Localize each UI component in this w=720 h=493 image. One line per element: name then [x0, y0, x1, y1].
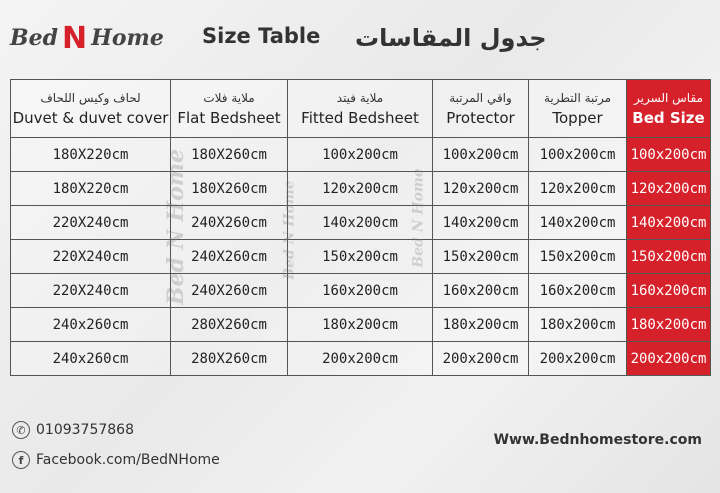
brand-logo-part1: Bed: [10, 25, 58, 51]
watermark-logo: Bed N Home: [281, 180, 298, 280]
header-bed-size-ar: مقاس السرير: [634, 90, 703, 105]
cell-duvet: 180X220cm: [11, 138, 171, 172]
cell-flat: 240X260cm: [171, 240, 288, 274]
cell-topper: 200x200cm: [529, 342, 627, 376]
cell-duvet: 220X240cm: [11, 274, 171, 308]
header-duvet: [11, 80, 171, 138]
cell-topper: 160x200cm: [529, 274, 627, 308]
cell-fitted: 180x200cm: [288, 308, 433, 342]
cell-flat: 180X260cm: [171, 138, 288, 172]
header-bed-size-en: Bed Size: [632, 108, 705, 127]
header: [0, 0, 720, 70]
cell-duvet: 240x260cm: [11, 308, 171, 342]
header-flat-ar: ملاية فلات: [203, 90, 255, 105]
cell-protector: 150x200cm: [433, 240, 529, 274]
cell-protector: 160x200cm: [433, 274, 529, 308]
cell-bed-size: 100x200cm: [627, 138, 711, 172]
cell-bed-size: 200x200cm: [627, 342, 711, 376]
cell-fitted: 140x200cm: [288, 206, 433, 240]
cell-bed-size: 160x200cm: [627, 274, 711, 308]
header-topper-en: Topper: [552, 108, 603, 127]
facebook-link[interactable]: Facebook.com/BedNHome: [36, 452, 220, 468]
header-topper-ar: مرتبة التطرية: [543, 90, 612, 105]
cell-duvet: 220X240cm: [11, 206, 171, 240]
cell-topper: 150x200cm: [529, 240, 627, 274]
header-fitted: [288, 80, 433, 138]
cell-flat: 280X260cm: [171, 342, 288, 376]
table-row: [11, 308, 711, 342]
header-protector-ar: واقي المرتبة: [449, 90, 512, 105]
size-table: [10, 79, 711, 376]
table-row: [11, 138, 711, 172]
table-row: [11, 274, 711, 308]
cell-bed-size: 140x200cm: [627, 206, 711, 240]
phone-row: [12, 418, 220, 442]
facebook-icon: f: [12, 451, 30, 469]
header-flat: [171, 80, 288, 138]
cell-protector: 100x200cm: [433, 138, 529, 172]
header-duvet-en: Duvet & duvet cover: [12, 108, 169, 127]
website-link[interactable]: Www.Bednhomestore.com: [493, 432, 702, 448]
cell-flat: 240X260cm: [171, 274, 288, 308]
cell-fitted: 120x200cm: [288, 172, 433, 206]
table-row: [11, 206, 711, 240]
cell-flat: 280X260cm: [171, 308, 288, 342]
cell-topper: 100x200cm: [529, 138, 627, 172]
cell-flat: 180X260cm: [171, 172, 288, 206]
cell-duvet: 180X220cm: [11, 172, 171, 206]
header-fitted-ar: ملاية فيتد: [336, 90, 384, 105]
contact-info: [12, 418, 220, 478]
header-duvet-ar: لحاف وكيس اللحاف: [40, 90, 141, 105]
phone-number: 01093757868: [36, 422, 134, 438]
title-arabic: جدول المقاسات: [355, 24, 547, 52]
header-protector: [433, 80, 529, 138]
cell-fitted: 150x200cm: [288, 240, 433, 274]
title-english: Size Table: [202, 24, 321, 48]
cell-topper: 140x200cm: [529, 206, 627, 240]
cell-bed-size: 120x200cm: [627, 172, 711, 206]
cell-protector: 140x200cm: [433, 206, 529, 240]
brand-logo-n: N: [61, 20, 88, 56]
table-row: [11, 342, 711, 376]
cell-bed-size: 150x200cm: [627, 240, 711, 274]
cell-fitted: 160x200cm: [288, 274, 433, 308]
cell-protector: 120x200cm: [433, 172, 529, 206]
header-protector-en: Protector: [446, 108, 515, 127]
table-row: [11, 172, 711, 206]
brand-logo: [10, 18, 164, 58]
cell-flat: 240X260cm: [171, 206, 288, 240]
cell-protector: 200x200cm: [433, 342, 529, 376]
header-flat-en: Flat Bedsheet: [177, 108, 281, 127]
header-fitted-en: Fitted Bedsheet: [301, 108, 419, 127]
cell-duvet: 220X240cm: [11, 240, 171, 274]
cell-bed-size: 180x200cm: [627, 308, 711, 342]
whatsapp-icon: ✆: [12, 421, 30, 439]
watermark-logo: Bed N Home: [410, 168, 427, 268]
header-bed-size: [627, 80, 711, 138]
header-topper: [529, 80, 627, 138]
table-row: [11, 240, 711, 274]
watermark-logo: Bed N Home: [163, 148, 190, 306]
cell-fitted: 200x200cm: [288, 342, 433, 376]
cell-duvet: 240x260cm: [11, 342, 171, 376]
cell-topper: 180x200cm: [529, 308, 627, 342]
facebook-row: [12, 448, 220, 472]
cell-fitted: 100x200cm: [288, 138, 433, 172]
table-header-row: [11, 80, 711, 138]
cell-protector: 180x200cm: [433, 308, 529, 342]
brand-logo-part3: Home: [91, 25, 164, 51]
cell-topper: 120x200cm: [529, 172, 627, 206]
